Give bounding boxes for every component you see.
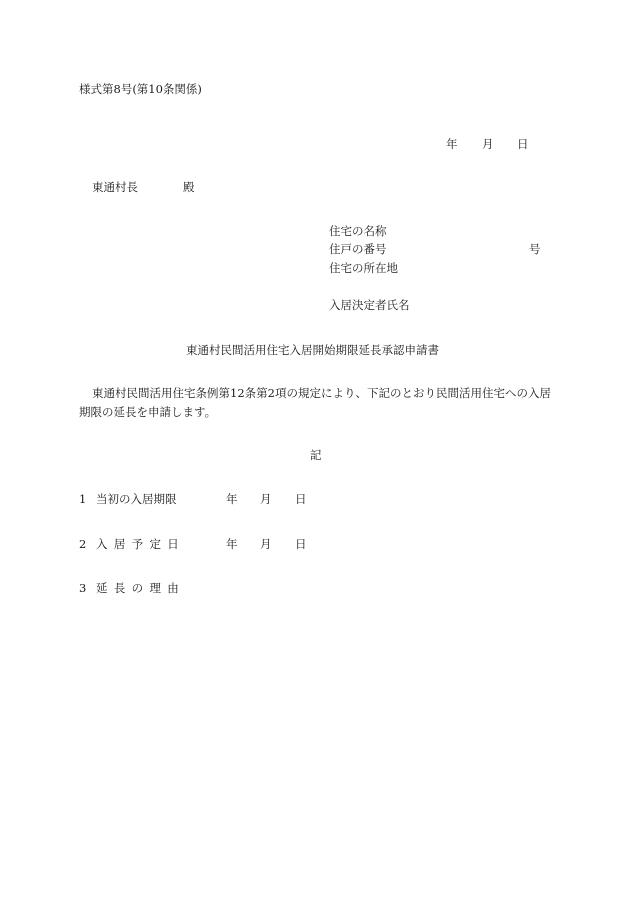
resident-name-label: 入居決定者氏名	[329, 298, 410, 312]
addressee-name: 東通村長	[92, 180, 138, 194]
item-1-month: 月	[260, 492, 272, 506]
item-3-label: 延長の理由	[96, 581, 186, 595]
item-2-label: 入居予定日	[96, 537, 186, 551]
unit-number-suffix: 号	[529, 242, 541, 256]
unit-number-label: 住戸の番号	[329, 242, 387, 256]
date-day: 日	[517, 137, 529, 151]
document-title: 東通村民間活用住宅入居開始期限延長承認申請書	[186, 343, 439, 357]
house-name-label: 住宅の名称	[329, 224, 387, 238]
item-2-month: 月	[260, 537, 272, 551]
body-line-1: 東通村民間活用住宅条例第12条第2項の規定により、下記のとおり民間活用住宅への入居	[92, 386, 551, 400]
date-month: 月	[482, 137, 494, 151]
item-2-day: 日	[295, 537, 307, 551]
body-line-2: 期限の延長を申請します。	[79, 405, 217, 419]
item-1-label: 当初の入居期限	[96, 492, 177, 506]
item-1-year: 年	[226, 492, 238, 506]
date-year: 年	[446, 137, 458, 151]
item-1-day: 日	[295, 492, 307, 506]
addressee-honorific: 殿	[183, 180, 195, 194]
form-number: 様式第8号(第10条関係)	[79, 82, 202, 96]
ki-heading: 記	[310, 448, 322, 462]
address-label: 住宅の所在地	[329, 261, 398, 275]
item-3-number: 3	[79, 581, 87, 595]
item-2-number: 2	[79, 537, 87, 551]
item-1-number: 1	[79, 492, 87, 506]
item-2-year: 年	[226, 537, 238, 551]
